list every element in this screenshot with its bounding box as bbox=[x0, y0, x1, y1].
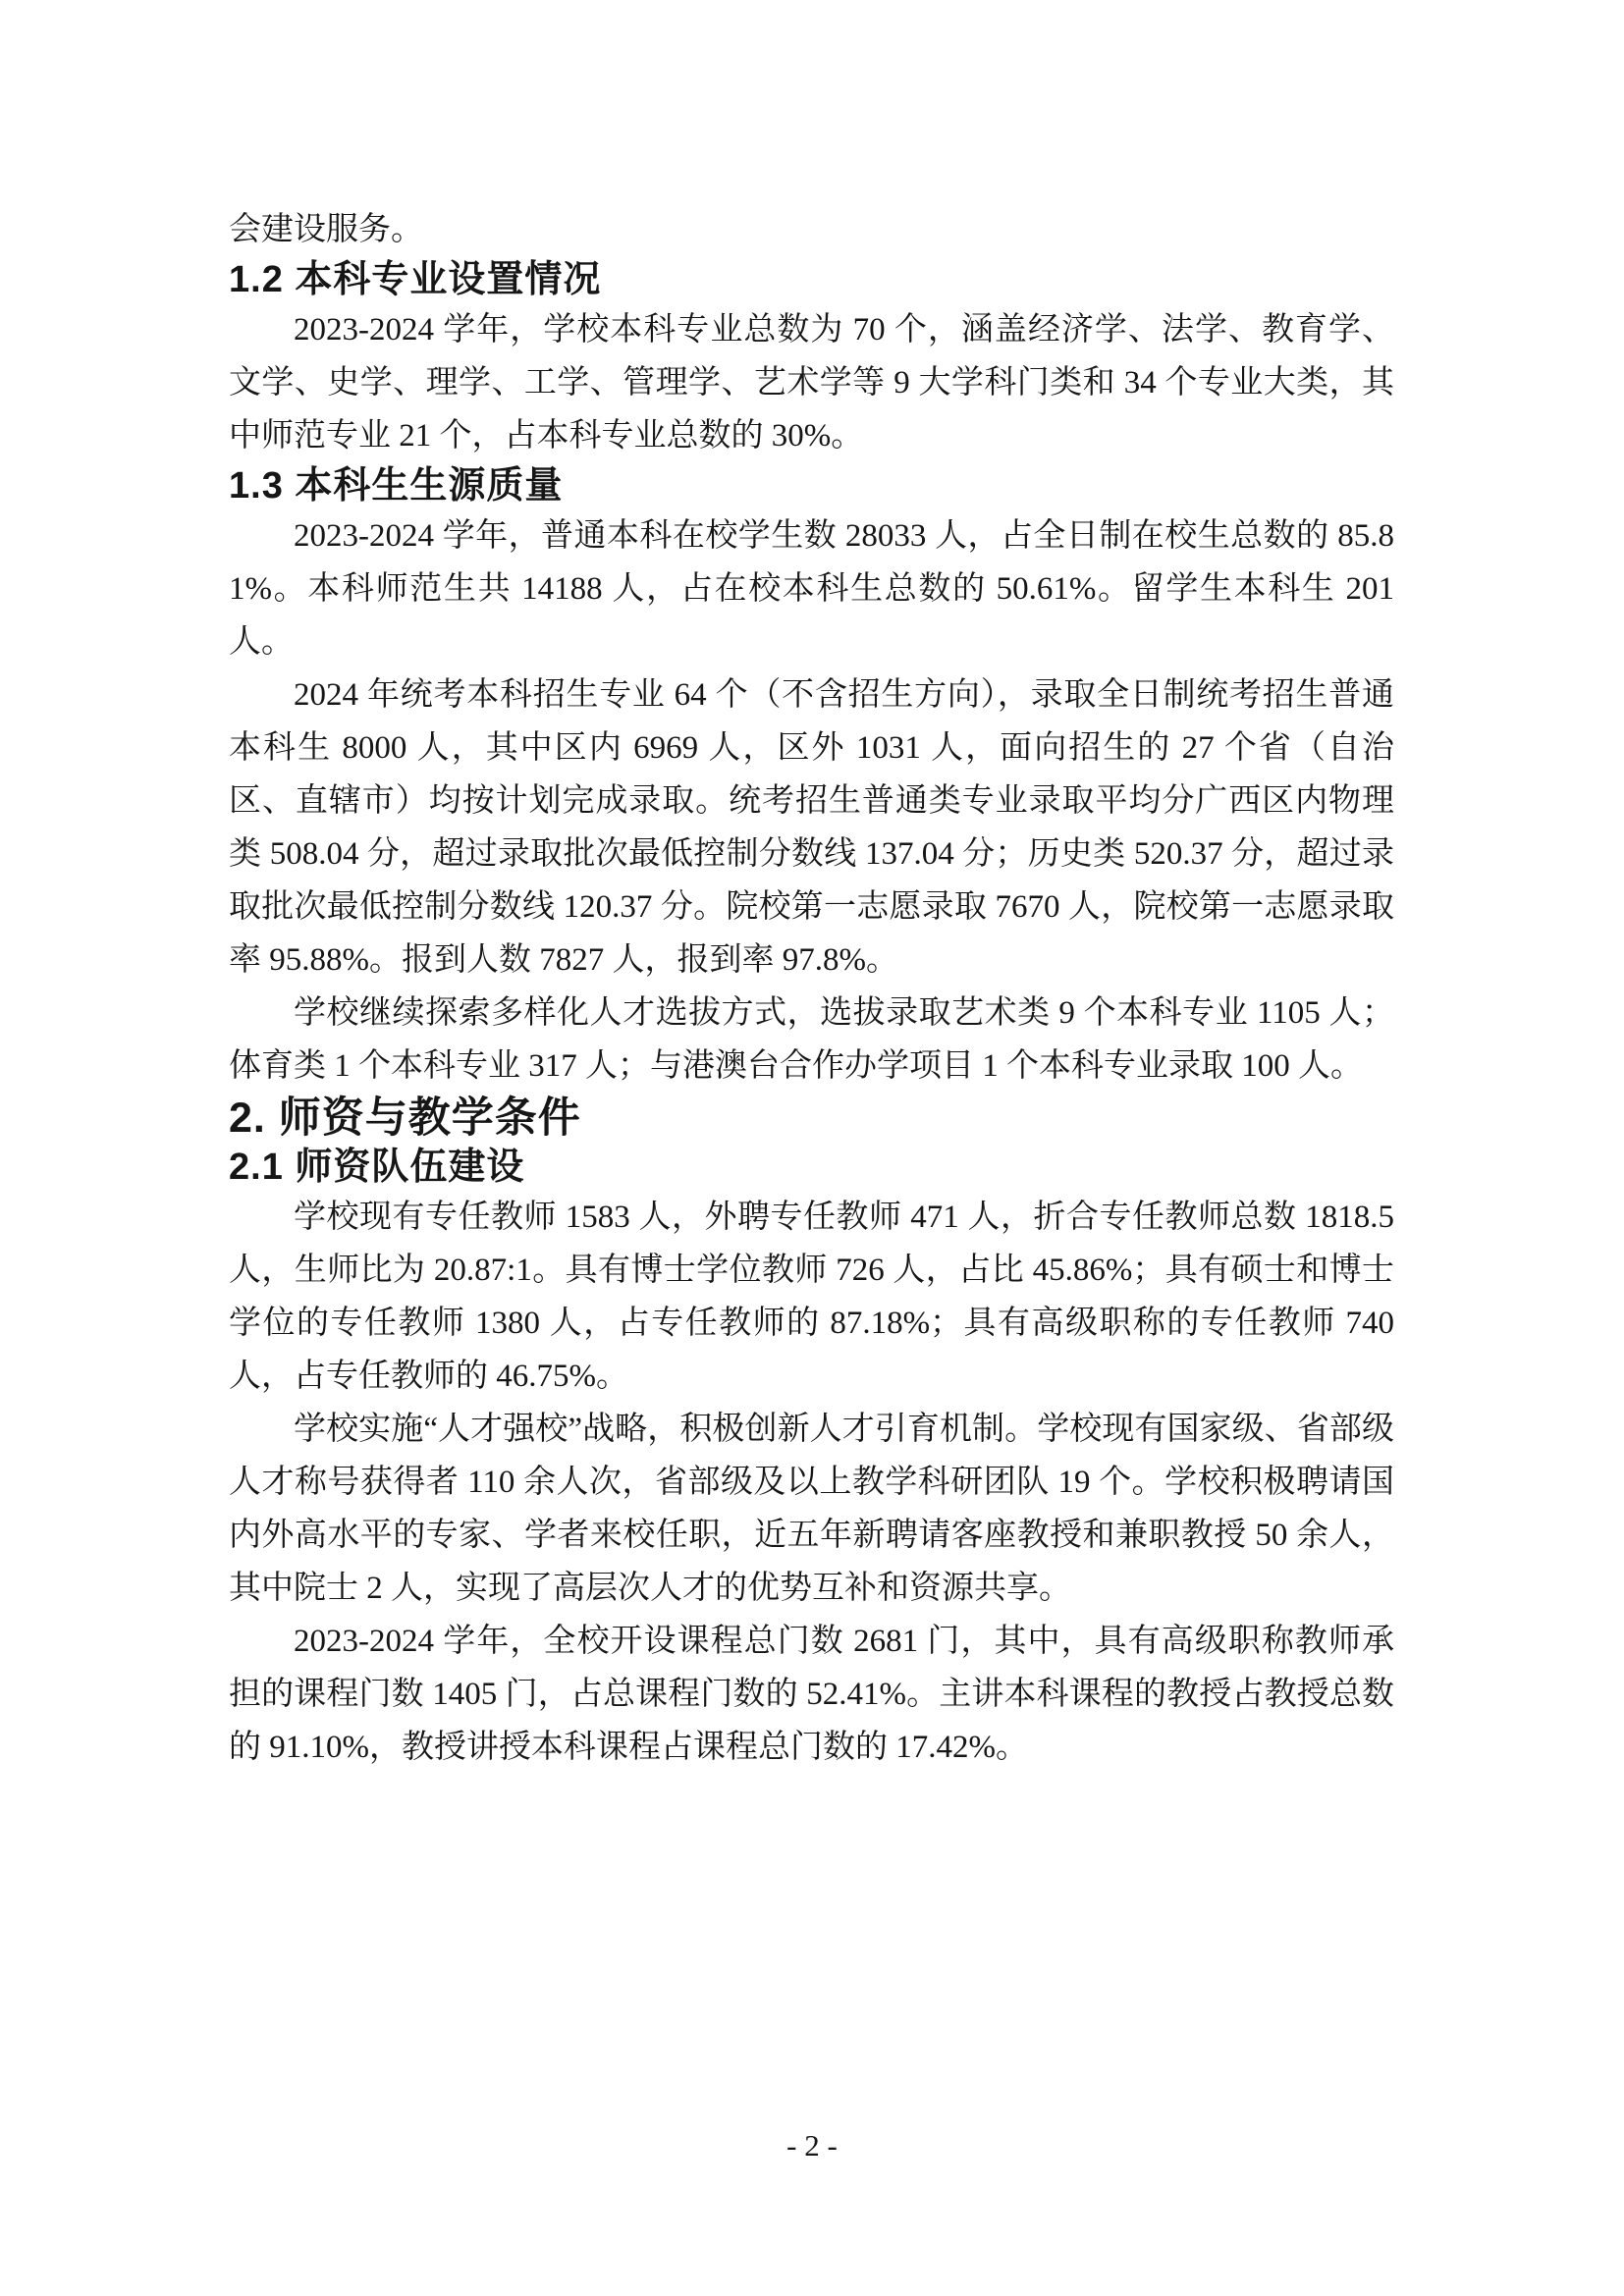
paragraph-program-overview: 2023-2024 学年，学校本科专业总数为 70 个，涵盖经济学、法学、教育学、文学、史学、理学、工学、管理学、艺术学等 9 大学科门类和 34 个专业大类，其中师范专业 21 个，占本科专业总数的 30%。 bbox=[229, 312, 1394, 454]
paragraph-admission-statistics: 2024 年统考本科招生专业 64 个（不含招生方向），录取全日制统考招生普通本科生 8000 人，其中区内 6969 人，区外 1031 人，面向招生的 27 个省（自治区、直辖市）均按计划完成录取。统考招生普通类专业录取平均分广西区内物理类 508.04 分，超过录取批次最低控制分数线 137.04 分；历史类 520.37 分，超过录取批次最低控制分数线 120.37 分。院校第一志愿录取 7670 人，院校第一志愿录取率 95.88%。报到人数 7827 人，报到率 97.8%。 bbox=[229, 677, 1394, 978]
heading-2-1-faculty-team-building: 2.1 师资队伍建设 bbox=[229, 1147, 525, 1188]
paragraph-enrollment-numbers: 2023-2024 学年，普通本科在校学生数 28033 人，占全日制在校生总数的 85.81%。本科师范生共 14188 人，占在校本科生总数的 50.61%。留学生本科生 201 人。 bbox=[229, 518, 1394, 660]
page-number: - 2 - bbox=[786, 2128, 838, 2163]
paragraph-talent-strategy: 学校实施“人才强校”战略，积极创新人才引育机制。学校现有国家级、省部级人才称号获得者 110 余人次，省部级及以上教学科研团队 19 个。学校积极聘请国内外高水平的专家、学者来校任职，近五年新聘请客座教授和兼职教授 50 余人，其中院士 2 人，实现了高层次人才的优势互补和资源共享。 bbox=[229, 1412, 1394, 1606]
page-footer bbox=[0, 2127, 1624, 2164]
paragraph-diversified-selection: 学校继续探索多样化人才选拔方式，选拔录取艺术类 9 个本科专业 1105 人；体育类 1 个本科专业 317 人；与港澳台合作办学项目 1 个本科专业录取 100 人。 bbox=[229, 995, 1394, 1084]
paragraph-faculty-statistics: 学校现有专任教师 1583 人，外聘专任教师 471 人，折合专任教师总数 1818.5 人，生师比为 20.87:1。具有博士学位教师 726 人，占比 45.86%；具有硕士和博士学位的专任教师 1380 人，占专任教师的 87.18%；具有高级职称的专任教师 740 人，占专任教师的 46.75%。 bbox=[229, 1200, 1394, 1394]
page-content bbox=[229, 203, 1394, 1774]
heading-1-2-undergraduate-program-setup: 1.2 本科专业设置情况 bbox=[229, 259, 602, 300]
heading-2-faculty-and-teaching-conditions: 2. 师资与教学条件 bbox=[229, 1095, 581, 1142]
paragraph-course-statistics: 2023-2024 学年，全校开设课程总门数 2681 门，其中，具有高级职称教师承担的课程门数 1405 门，占总课程门数的 52.41%。主讲本科课程的教授占教授总数的 91.10%，教授讲授本科课程占课程总门数的 17.42%。 bbox=[229, 1624, 1394, 1765]
paragraph-continuation: 会建设服务。 bbox=[229, 212, 423, 247]
heading-1-3-student-source-quality: 1.3 本科生生源质量 bbox=[229, 465, 564, 507]
